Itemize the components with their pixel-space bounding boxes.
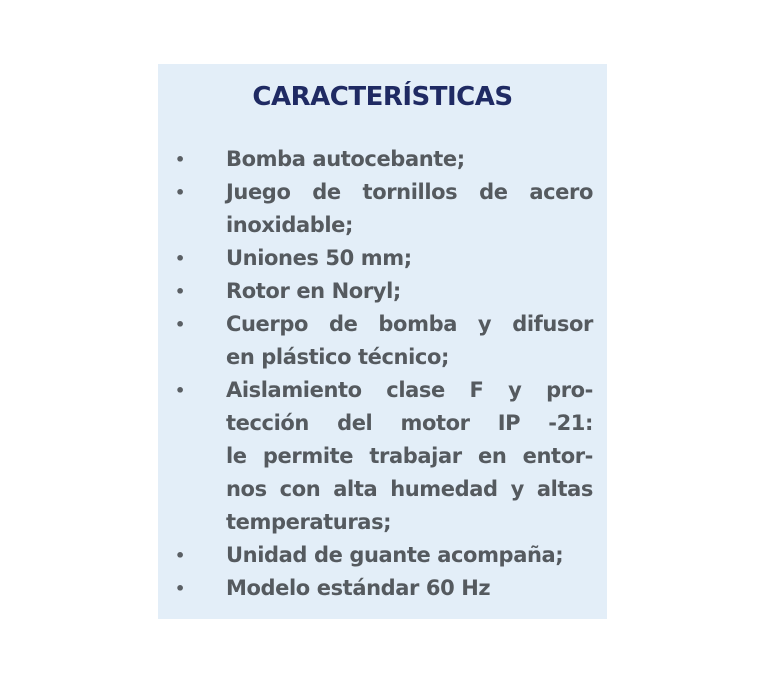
- bullet-icon: •: [175, 183, 185, 202]
- list-item: [158, 275, 607, 308]
- list-item: [158, 143, 607, 176]
- item-line: inoxidable;: [226, 213, 353, 237]
- item-line: Cuerpo de bomba y difusor: [226, 312, 593, 336]
- features-title: CARACTERÍSTICAS: [252, 82, 513, 112]
- item-line: nos con alta humedad y altas: [226, 477, 593, 501]
- item-line: en plástico técnico;: [226, 345, 449, 369]
- bullet-icon: •: [175, 381, 185, 400]
- list-item: [158, 374, 607, 539]
- list-item: [158, 539, 607, 572]
- item-line: Aislamiento clase F y pro-: [226, 378, 593, 402]
- item-line: Modelo estándar 60 Hz: [226, 576, 491, 600]
- item-line: tección del motor IP -21:: [226, 411, 593, 435]
- features-list: [158, 143, 607, 605]
- item-line: Juego de tornillos de acero: [226, 180, 593, 204]
- bullet-icon: •: [175, 579, 185, 598]
- item-line: Unidad de guante acompaña;: [226, 543, 564, 567]
- list-item: [158, 308, 607, 374]
- item-line: Rotor en Noryl;: [226, 279, 401, 303]
- bullet-icon: •: [175, 282, 185, 301]
- item-line: Uniones 50 mm;: [226, 246, 412, 270]
- bullet-icon: •: [175, 150, 185, 169]
- bullet-icon: •: [175, 249, 185, 268]
- features-card: [158, 64, 607, 619]
- item-line: le permite trabajar en entor-: [226, 444, 593, 468]
- bullet-icon: •: [175, 315, 185, 334]
- list-item: [158, 176, 607, 242]
- item-line: temperaturas;: [226, 510, 392, 534]
- bullet-icon: •: [175, 546, 185, 565]
- item-line: Bomba autocebante;: [226, 147, 465, 171]
- list-item: [158, 242, 607, 275]
- list-item: [158, 572, 607, 605]
